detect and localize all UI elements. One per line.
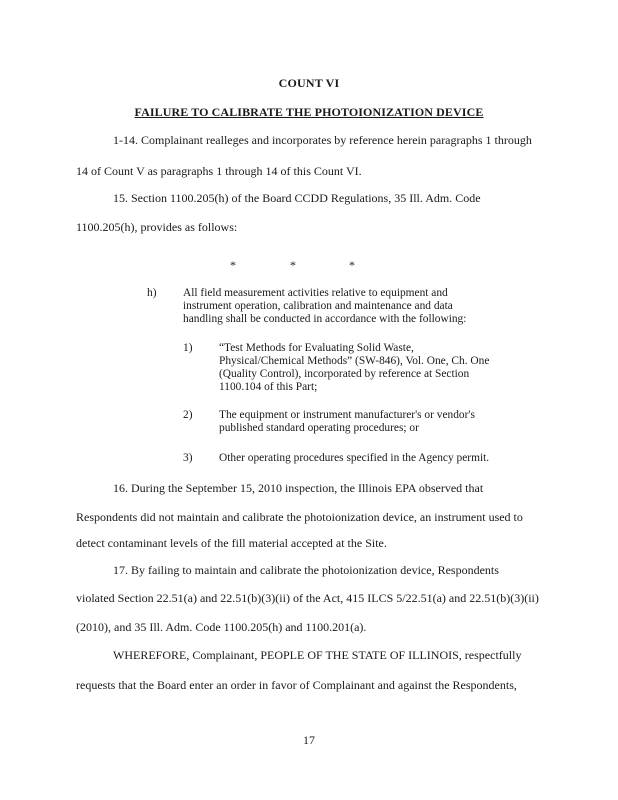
paragraph-17-line-3: (2010), and 35 Ill. Adm. Code 1100.205(h) and 1100.201(a). <box>76 620 367 634</box>
page-number: 17 <box>303 733 315 747</box>
quote-item-2-line-2: published standard operating procedures; or <box>219 422 419 434</box>
star-1: * <box>230 258 236 272</box>
ellipsis-stars <box>0 258 618 272</box>
quote-item-1-line-4: 1100.104 of this Part; <box>219 381 318 393</box>
wherefore-line-2: requests that the Board enter an order in favor of Complainant and against the Respondents, <box>76 678 517 692</box>
paragraph-17-line-2: violated Section 22.51(a) and 22.51(b)(3)(ii) of the Act, 415 ILCS 5/22.51(a) and 22.51(b)(3)(ii) <box>76 591 539 605</box>
quote-item-2-line-1: The equipment or instrument manufacturer's or vendor's <box>219 409 475 421</box>
quote-item-1-label: 1) <box>183 342 193 354</box>
star-2: * <box>290 258 296 272</box>
wherefore-line-1: WHEREFORE, Complainant, PEOPLE OF THE STATE OF ILLINOIS, respectfully <box>113 648 522 662</box>
quote-item-1-line-3: (Quality Control), incorporated by reference at Section <box>219 368 470 380</box>
paragraph-15-line-1: 15. Section 1100.205(h) of the Board CCDD Regulations, 35 Ill. Adm. Code <box>113 191 481 205</box>
count-heading: COUNT VI <box>278 76 340 90</box>
quote-item-3-line-1: Other operating procedures specified in the Agency permit. <box>219 452 490 464</box>
quote-item-1-line-1: “Test Methods for Evaluating Solid Waste, <box>219 342 414 354</box>
section-title: FAILURE TO CALIBRATE THE PHOTOIONIZATION DEVICE <box>134 105 484 119</box>
paragraph-15-line-2: 1100.205(h), provides as follows: <box>76 220 238 234</box>
paragraph-16-line-2: Respondents did not maintain and calibrate the photoionization device, an instrument used to <box>76 510 523 524</box>
paragraph-1-line-2: 14 of Count V as paragraphs 1 through 14 of this Count VI. <box>76 164 362 178</box>
quote-h-line-1: All field measurement activities relative to equipment and <box>183 287 448 299</box>
quote-h-line-2: instrument operation, calibration and maintenance and data <box>183 300 453 312</box>
quote-item-3-label: 3) <box>183 452 193 464</box>
quote-h-line-3: handling shall be conducted in accordance with the following: <box>183 313 467 325</box>
star-3: * <box>349 258 355 272</box>
quote-h-label: h) <box>147 287 157 299</box>
paragraph-16-line-1: 16. During the September 15, 2010 inspection, the Illinois EPA observed that <box>113 481 484 495</box>
paragraph-17-line-1: 17. By failing to maintain and calibrate the photoionization device, Respondents <box>113 563 499 577</box>
paragraph-16-line-3: detect contaminant levels of the fill material accepted at the Site. <box>76 536 387 550</box>
quote-item-1-line-2: Physical/Chemical Methods” (SW-846), Vol. One, Ch. One <box>219 355 490 367</box>
paragraph-1-line-1: 1-14. Complainant realleges and incorporates by reference herein paragraphs 1 through <box>113 133 532 147</box>
quote-item-2-label: 2) <box>183 409 193 421</box>
